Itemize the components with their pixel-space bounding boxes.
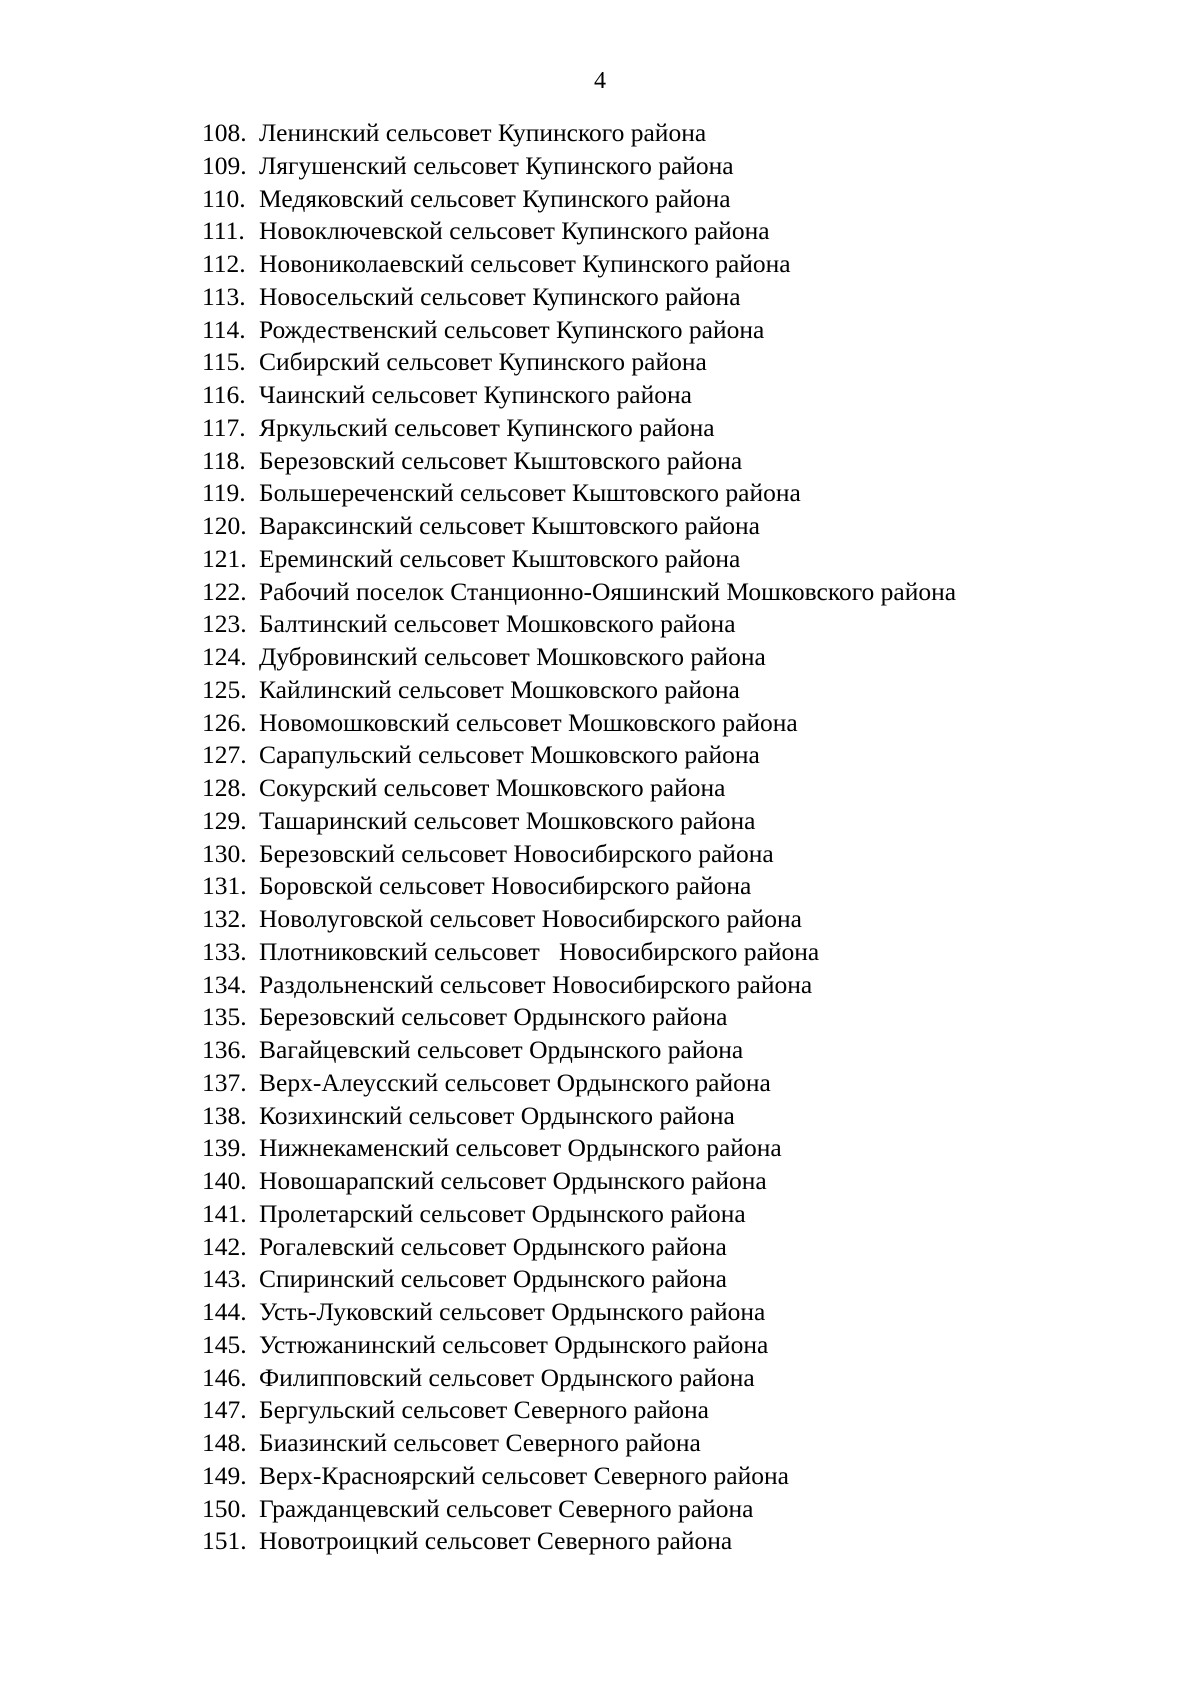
list-item-text: Вагайцевский сельсовет Ордынского района (259, 1035, 744, 1064)
list-item-number: 141. (202, 1198, 247, 1228)
list-item (202, 1296, 956, 1329)
list-item (202, 739, 956, 772)
list-item-text: Спиринский сельсовет Ордынского района (259, 1264, 727, 1294)
list-item (202, 903, 956, 936)
list-item (202, 1132, 956, 1165)
list-item-number: 112. (202, 249, 246, 278)
list-item (202, 838, 956, 871)
list-item-number: 126. (202, 707, 247, 737)
page-number: 4 (594, 68, 606, 94)
list-item-number: 131. (202, 871, 247, 901)
list-item-number: 115. (202, 347, 246, 377)
list-item-text: Сибирский сельсовет Купинского района (259, 347, 707, 377)
list-item (202, 150, 956, 183)
list-item (202, 117, 956, 150)
list-item-text: Медяковский сельсовет Купинского района (259, 183, 731, 213)
list-item (202, 510, 956, 543)
list-item-text: Вараксинский сельсовет Кыштовского района (259, 511, 760, 540)
list-item-number: 118. (202, 445, 246, 475)
list-item-number: 132. (202, 904, 247, 933)
list-item-text: Рабочий поселок Станционно-Ояшинский Мошковского района (259, 576, 957, 606)
list-item-text: Козихинский сельсовет Ордынского района (259, 1100, 735, 1130)
list-item-number: 146. (202, 1362, 247, 1392)
list-item (202, 1034, 956, 1067)
list-item-text: Ереминский сельсовет Кыштовского района (259, 543, 741, 573)
list-item-text: Дубровинский сельсовет Мошковского района (259, 642, 766, 671)
list-item (202, 805, 956, 838)
list-item-number: 130. (202, 838, 247, 868)
list-item-text: Усть-Луковский сельсовет Ордынского района (259, 1297, 766, 1326)
list-item-text: Новошарапский сельсовет Ордынского района (259, 1166, 767, 1195)
list-item-text: Бергульский сельсовет Северного района (259, 1395, 709, 1425)
list-item-number: 110. (202, 183, 246, 213)
list-item-text: Большереченский сельсовет Кыштовского района (259, 478, 801, 508)
list-item-text: Новолуговской сельсовет Новосибирского района (259, 904, 802, 933)
list-item (202, 936, 956, 969)
list-item-text: Чаинский сельсовет Купинского района (259, 380, 692, 409)
list-item-text: Сарапульский сельсовет Мошковского района (259, 740, 760, 770)
list-item-text: Рогалевский сельсовет Ордынского района (259, 1231, 727, 1261)
list-item-text: Сокурский сельсовет Мошковского района (259, 773, 726, 802)
list-item (202, 1263, 956, 1296)
list-item (202, 1198, 956, 1231)
list-item-text: Боровской сельсовет Новосибирского района (259, 871, 752, 901)
list-item (202, 248, 956, 281)
list-item (202, 412, 956, 445)
list-item-number: 135. (202, 1002, 247, 1032)
list-item (202, 1001, 956, 1034)
list-item-text: Новосельский сельсовет Купинского района (259, 281, 741, 311)
list-item (202, 1067, 956, 1100)
list-item-text: Верх-Алеусский сельсовет Ордынского района (259, 1067, 771, 1097)
list-item-text: Новониколаевский сельсовет Купинского района (259, 249, 791, 278)
list-item-number: 148. (202, 1428, 247, 1457)
list-item-number: 136. (202, 1035, 247, 1064)
list-item (202, 608, 956, 641)
list-item (202, 445, 956, 478)
list-item (202, 1329, 956, 1362)
list-item (202, 1165, 956, 1198)
list-item (202, 477, 956, 510)
list-item (202, 1460, 956, 1493)
list-item-number: 129. (202, 805, 247, 835)
list-item-text: Гражданцевский сельсовет Северного района (259, 1493, 754, 1523)
list-item-number: 134. (202, 969, 247, 999)
list-item (202, 772, 956, 805)
list-item-text: Ленинский сельсовет Купинского района (259, 118, 707, 147)
list-item-number: 123. (202, 609, 247, 639)
list-item (202, 379, 956, 412)
list-item-text: Березовский сельсовет Новосибирского района (259, 838, 774, 868)
list-item-text: Балтинский сельсовет Мошковского района (259, 609, 736, 639)
list-item-number: 142. (202, 1231, 247, 1261)
list-item-number: 117. (202, 412, 246, 442)
list-item (202, 346, 956, 379)
list-item-number: 111. (202, 216, 245, 246)
list-item-number: 140. (202, 1166, 247, 1195)
list-item (202, 641, 956, 674)
list-item-number: 150. (202, 1493, 247, 1523)
list-item-text: Лягушенский сельсовет Купинского района (259, 150, 734, 180)
list-item-number: 147. (202, 1395, 247, 1425)
list-item (202, 215, 956, 248)
list-item-text: Березовский сельсовет Кыштовского района (259, 445, 743, 475)
list-item-number: 138. (202, 1100, 247, 1130)
list-item-number: 143. (202, 1264, 247, 1294)
list-item-number: 145. (202, 1329, 247, 1359)
list-item-text: Рождественский сельсовет Купинского района (259, 314, 765, 344)
list-item-number: 121. (202, 543, 247, 573)
list-item (202, 314, 956, 347)
list-item-number: 122. (202, 576, 247, 606)
list-item-number: 127. (202, 740, 247, 770)
list-item-number: 128. (202, 773, 247, 802)
list-item (202, 1427, 956, 1460)
list-item (202, 707, 956, 740)
list-item (202, 674, 956, 707)
list-item (202, 1362, 956, 1395)
list-item-number: 151. (202, 1526, 247, 1556)
list-item-text: Новомошковский сельсовет Мошковского района (259, 707, 798, 737)
list-item-text: Устюжанинский сельсовет Ордынского района (259, 1329, 769, 1359)
list-item (202, 576, 956, 609)
list-item (202, 1231, 956, 1264)
list-item-number: 139. (202, 1133, 247, 1163)
list-item-text: Березовский сельсовет Ордынского района (259, 1002, 728, 1032)
list-item-number: 116. (202, 380, 246, 409)
list-item-text: Биазинский сельсовет Северного района (259, 1428, 701, 1457)
list-item-number: 124. (202, 642, 247, 671)
list-item-text: Ташаринский сельсовет Мошковского района (259, 805, 756, 835)
list-item (202, 1525, 956, 1558)
list-item-number: 133. (202, 936, 247, 966)
list-item (202, 1493, 956, 1526)
list-item-text: Новотроицкий сельсовет Северного района (259, 1526, 733, 1556)
list-item-text: Филипповский сельсовет Ордынского района (259, 1362, 755, 1392)
list-item-number: 119. (202, 478, 246, 508)
list-item (202, 543, 956, 576)
list-item-text: Яркульский сельсовет Купинского района (259, 412, 715, 442)
list-item-number: 109. (202, 150, 247, 180)
list-item-number: 114. (202, 314, 246, 344)
list-item-text: Плотниковский сельсовет Новосибирского района (259, 936, 820, 966)
list-item-text: Верх-Красноярский сельсовет Северного района (259, 1460, 789, 1490)
list-item-text: Пролетарский сельсовет Ордынского района (259, 1198, 746, 1228)
list-item-number: 113. (202, 281, 246, 311)
list-item (202, 1394, 956, 1427)
list-item (202, 183, 956, 216)
list-item-number: 125. (202, 674, 247, 704)
list-item-number: 137. (202, 1067, 247, 1097)
list-item-text: Раздольненский сельсовет Новосибирского района (259, 969, 813, 999)
list-item-text: Нижнекаменский сельсовет Ордынского района (259, 1133, 782, 1163)
list-item (202, 969, 956, 1002)
list-item (202, 1100, 956, 1133)
entry-list (202, 117, 956, 1558)
list-item-number: 108. (202, 118, 247, 147)
list-item-text: Кайлинский сельсовет Мошковского района (259, 674, 740, 704)
list-item (202, 870, 956, 903)
list-item-number: 120. (202, 511, 247, 540)
list-item (202, 281, 956, 314)
list-item-text: Новоключевской сельсовет Купинского района (259, 216, 770, 246)
list-item-number: 144. (202, 1297, 247, 1326)
list-item-number: 149. (202, 1460, 247, 1490)
